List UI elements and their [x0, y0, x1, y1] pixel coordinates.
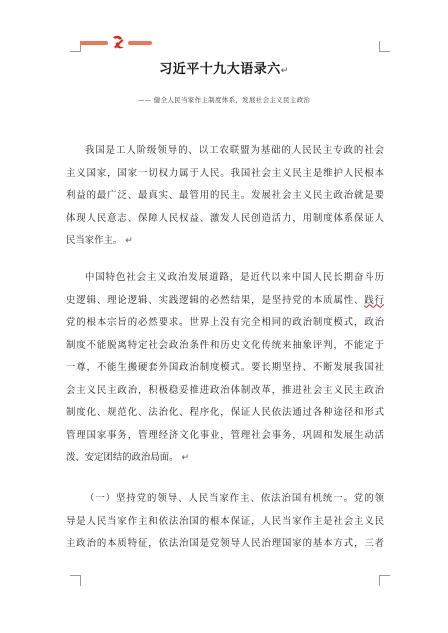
- paragraph-1: [66, 140, 384, 253]
- paragraph-line: （一）坚持党的领导、人民当家作主、依法治国有机统一。党的领: [85, 493, 384, 504]
- party-emblem-icon: [110, 33, 126, 51]
- paragraph-line-text: 民当家作主。: [66, 235, 123, 246]
- paragraph-line: 我国是工人阶级领导的、以工农联盟为基础的人民民主专政的社会: [85, 145, 384, 156]
- header-accent-bar-left: [80, 41, 108, 45]
- paragraph-line-text: 史逻辑、理论逻辑、实践逻辑的必然结果，是坚持党的本质属性、践行: [66, 294, 384, 306]
- paragraph-mark-icon: ↵: [280, 66, 289, 76]
- paragraph-line: 导是人民当家作主和依法治国的根本保证，人民当家作主是社会主义民: [66, 515, 384, 527]
- paragraph-line: 体现人民意志、保障人民权益、激发人民创造活力，用制度体系保证人: [66, 212, 384, 224]
- paragraph-line: 党的根本宗旨的必然要求。世界上没有完全相同的政治制度模式，政治: [66, 317, 384, 328]
- paragraph-3: [66, 488, 384, 556]
- paragraph-line: 主政治的本质特征，依法治国是党领导人民治理国家的基本方式，三者: [66, 538, 384, 549]
- crop-mark-bottom-left-icon: [70, 575, 81, 586]
- header-accent-bar-right: [128, 41, 152, 45]
- paragraph-line: 制度化、规范化、法治化、程序化，保证人民依法通过各种途径和形式: [66, 407, 384, 418]
- paragraph-line: [66, 230, 384, 253]
- paragraph-line: [66, 290, 384, 313]
- document-title: [0, 58, 448, 77]
- paragraph-mark-icon: ↵: [125, 236, 133, 246]
- paragraph-line: 一尊，不能生搬硬套外国政治制度模式。要长期坚持、不断发展我国社: [66, 362, 384, 373]
- paragraph-line: 主义国家，国家一切权力属于人民。我国社会主义民主是维护人民根本: [66, 167, 384, 179]
- paragraph-line: 管理国家事务，管理经济文化事业，管理社会事务，巩固和发展生动活: [66, 429, 384, 441]
- paragraph-line: 制度不能脱离特定社会政治条件和历史文化传统来抽象评判，不能定于: [66, 339, 384, 351]
- title-text: 习近平十九大语录六: [159, 62, 281, 77]
- paragraph-2: [66, 267, 384, 470]
- paragraph-line: 利益的最广泛、最真实、最管用的民主。发展社会主义民主政治就是要: [66, 190, 384, 201]
- crop-mark-bottom-right-icon: [379, 575, 390, 586]
- paragraph-mark-icon: ↵: [181, 453, 190, 463]
- paragraph-line-text: 泼、安定团结的政治局面。: [66, 452, 179, 463]
- document-subtitle: —— 健全人民当家作主制度体系，发展社会主义民主政治: [137, 96, 311, 104]
- spellcheck-underline: 践行: [364, 294, 384, 306]
- paragraph-line: [66, 447, 384, 470]
- paragraph-line: 会主义民主政治，积极稳妥推进政治体制改革，推进社会主义民主政治: [66, 384, 384, 396]
- paragraph-line: 中国特色社会主义政治发展道路，是近代以来中国人民长期奋斗历: [85, 272, 384, 283]
- crop-mark-top-right-icon: [379, 41, 390, 52]
